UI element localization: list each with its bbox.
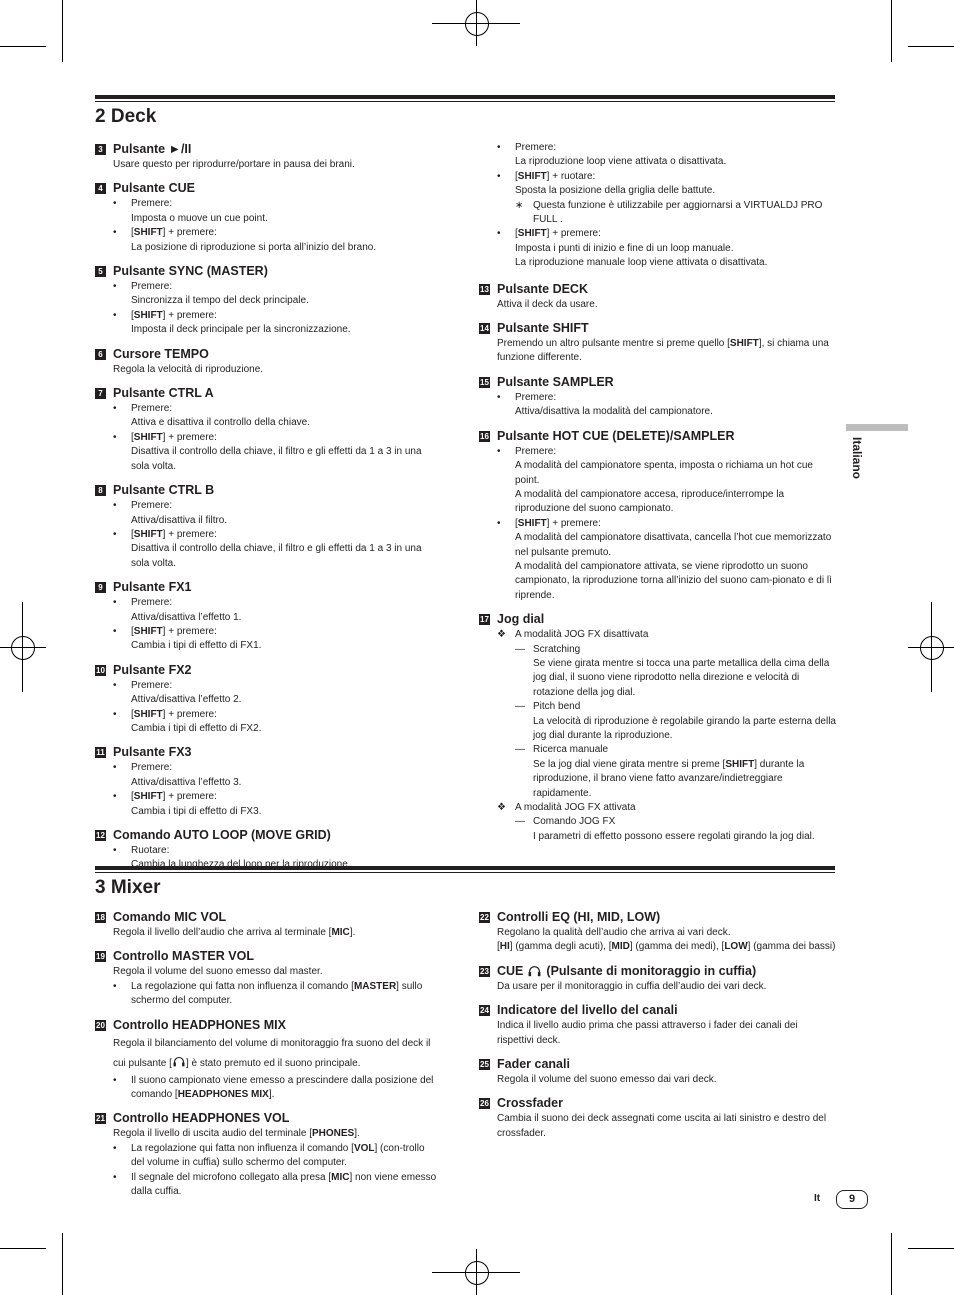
item-number: 22 xyxy=(480,913,489,922)
section-rule xyxy=(95,101,835,102)
sub-text: Attiva/disattiva il filtro. xyxy=(131,514,228,526)
dash-icon: — xyxy=(515,816,525,828)
bullet-text: Premere: xyxy=(131,679,173,691)
sub-text: Attiva/disattiva la modalità del campionatore. xyxy=(515,406,713,418)
sub-text: A modalità del campionatore spenta, imposta o richiama un hot cue point. xyxy=(515,460,813,486)
sub-text: A modalità del campionatore accesa, riproduce/interrompe la riproduzione del suono campionato. xyxy=(515,488,785,515)
item-18 xyxy=(95,909,440,940)
item-14 xyxy=(479,320,836,366)
bullet-text: [SHIFT] + premere: xyxy=(515,228,601,240)
sub-text: Sincronizza il tempo del deck principale. xyxy=(131,295,309,307)
bullet-icon: • xyxy=(113,1074,117,1086)
section-rule xyxy=(95,872,835,873)
mode-text: A modalità JOG FX disattivata xyxy=(515,629,649,641)
item-desc: Cambia il suono dei deck assegnati come uscita ai lati sinistro e destro del crossfader. xyxy=(497,1113,827,1139)
item-24 xyxy=(479,1002,836,1048)
dash-icon: — xyxy=(515,643,525,655)
item-number: 9 xyxy=(95,582,106,593)
crop-mark xyxy=(0,46,46,47)
diamond-bullet-icon: ❖ xyxy=(497,802,506,814)
page-language: It xyxy=(814,1193,821,1204)
dash-text: Scratching xyxy=(533,643,581,655)
item-3 xyxy=(95,141,440,172)
bullet-text: Premere: xyxy=(131,281,173,293)
crop-mark xyxy=(62,1233,63,1295)
crop-mark xyxy=(62,0,63,62)
item-number: 4 xyxy=(95,183,106,194)
item-number: 23 xyxy=(480,966,489,976)
item-number: 15 xyxy=(480,377,489,387)
registration-line xyxy=(432,23,520,24)
bullet-text: Il suono campionato viene emesso a prescindere dalla posizione del comando [HEADPHONES MIX]. xyxy=(131,1074,434,1101)
item-title: Indicatore del livello del canali xyxy=(497,1003,678,1018)
sub-text: Cambia i tipi di effetto di FX1. xyxy=(131,640,262,652)
bullet-text: [SHIFT] + premere: xyxy=(131,309,217,321)
registration-line xyxy=(432,1272,520,1273)
item-title: Pulsante CUE xyxy=(113,181,195,196)
item-22 xyxy=(479,909,836,955)
sub-text: Sposta la posizione della griglia delle battute. xyxy=(515,185,716,197)
item-number: 19 xyxy=(96,952,105,962)
item-19 xyxy=(95,948,440,1008)
item-20 xyxy=(95,1017,440,1103)
dash-desc: Se la jog dial viene girata mentre si preme [SHIFT] durante la riproduzione, il brano viene fatto avanzare/indietreggiare rapidamente. xyxy=(533,758,805,799)
item-title: Crossfader xyxy=(497,1096,563,1111)
bullet-text: Il segnale del microfono collegato alla presa [MIC] non viene emesso dalla cuffia. xyxy=(131,1171,437,1198)
sub-text: Imposta i punti di inizio e fine di un loop manuale. xyxy=(515,242,734,254)
bullet-icon: • xyxy=(113,309,117,321)
bullet-icon: • xyxy=(113,791,117,803)
sub-text: La riproduzione loop viene attivata o disattivata. xyxy=(515,156,727,168)
item-title: Pulsante FX2 xyxy=(113,662,192,677)
item-4 xyxy=(95,180,440,255)
item-6 xyxy=(95,346,440,377)
deck-left-column xyxy=(95,141,440,881)
bullet-icon: • xyxy=(497,445,501,457)
item-number: 20 xyxy=(96,1020,105,1030)
item-26 xyxy=(479,1095,836,1141)
item-title: Pulsante SHIFT xyxy=(497,321,589,336)
item-title: Controlli EQ (HI, MID, LOW) xyxy=(497,910,661,924)
sub-text: Disattiva il controllo della chiave, il filtro e gli effetti da 1 a 3 in una sola volta. xyxy=(131,446,422,472)
item-title: Pulsante SYNC (MASTER) xyxy=(113,264,268,279)
item-desc: Regolano la qualità dell’audio che arriva ai vari deck. xyxy=(497,927,731,938)
deck-right-column xyxy=(479,141,836,852)
bullet-icon: • xyxy=(113,708,117,720)
bullet-text: [SHIFT] + ruotare: xyxy=(515,170,596,182)
bullet-text: [SHIFT] + premere: xyxy=(515,517,601,529)
item-desc: [HI] (gamma degli acuti), [MID] (gamma dei medi), [LOW] (gamma dei bassi) xyxy=(497,941,836,953)
item-12-continued xyxy=(479,141,836,271)
item-10 xyxy=(95,662,440,737)
sub-text: Cambia la lunghezza del loop per la riproduzione. xyxy=(131,859,351,871)
mixer-right-column xyxy=(479,909,836,1149)
sub-text: Attiva/disattiva l’effetto 1. xyxy=(131,611,242,623)
sub-text: La riproduzione manuale loop viene attivata o disattivata. xyxy=(515,257,768,269)
crop-mark xyxy=(908,46,954,47)
item-title: Controllo MASTER VOL xyxy=(113,949,254,964)
item-desc: Da usare per il monitoraggio in cuffia dell’audio dei vari deck. xyxy=(497,980,767,992)
bullet-icon: • xyxy=(113,762,117,774)
item-number: 18 xyxy=(96,913,105,922)
crop-mark xyxy=(891,0,892,62)
item-15 xyxy=(479,374,836,420)
bullet-text: Premere: xyxy=(515,142,557,153)
item-title: Pulsante ►/II xyxy=(113,142,192,156)
dash-text: Pitch bend xyxy=(533,701,581,713)
sub-text: A modalità del campionatore attivata, se viene riprodotto un suono campionato, la riproduzione torna all’inizio del suono cam-pionato e di lì riprende. xyxy=(515,560,832,601)
language-tab-label: Italiano xyxy=(850,437,864,480)
bullet-icon: • xyxy=(113,845,117,856)
item-desc: Attiva il deck da usare. xyxy=(497,298,598,310)
headphones-icon xyxy=(173,1056,185,1067)
bullet-icon: • xyxy=(113,980,117,992)
dash-icon: — xyxy=(515,701,525,713)
item-5 xyxy=(95,263,440,338)
item-17 xyxy=(479,611,836,844)
sub-text: Attiva e disattiva il controllo della chiave. xyxy=(131,417,310,429)
crop-mark xyxy=(0,1248,46,1249)
bullet-text: La regolazione qui fatta non influenza il comando [VOL] (con-trollo del volume in cuffia) sullo schermo del computer. xyxy=(131,1142,425,1169)
item-number: 10 xyxy=(96,665,105,675)
bullet-icon: • xyxy=(113,500,117,512)
mode-text: A modalità JOG FX attivata xyxy=(515,802,636,814)
item-25 xyxy=(479,1056,836,1087)
bullet-icon: • xyxy=(497,517,501,529)
item-number: 7 xyxy=(95,388,106,399)
dash-desc: Se viene girata mentre si tocca una parte metallica della cima della jog dial, il suono viene riprodotto nella direzione e velocità di rotazione della jog dial. xyxy=(533,657,830,698)
item-number: 8 xyxy=(95,485,106,496)
note-text: Questa funzione è utilizzabile per aggiornarsi a VIRTUALDJ PRO FULL . xyxy=(533,199,823,226)
section-title-deck: 2 Deck xyxy=(95,106,157,127)
item-title: Pulsante CTRL A xyxy=(113,386,214,401)
bullet-text: [SHIFT] + premere: xyxy=(131,227,217,239)
item-desc: Regola il bilanciamento del volume di monitoraggio fra suono del deck il cui pulsante [ ] è stato premuto ed il suono principale. xyxy=(113,1037,431,1069)
item-title: CUE xyxy=(497,963,524,978)
bullet-icon: • xyxy=(113,679,117,691)
item-number: 3 xyxy=(95,144,106,155)
item-title: Controllo HEADPHONES MIX xyxy=(113,1017,286,1032)
registration-mark-icon xyxy=(465,1261,489,1285)
bullet-text: [SHIFT] + premere: xyxy=(131,431,217,443)
bullet-icon: • xyxy=(113,198,117,210)
asterisk-icon: ∗ xyxy=(515,199,524,211)
item-number: 26 xyxy=(480,1099,489,1109)
dash-desc: La velocità di riproduzione è regolabile girando la parte esterna della jog dial durante la riproduzione. xyxy=(533,715,836,741)
item-number: 12 xyxy=(96,831,105,840)
item-number: 13 xyxy=(480,284,489,294)
item-number: 16 xyxy=(480,431,489,441)
item-16 xyxy=(479,428,836,603)
bullet-icon: • xyxy=(497,228,501,240)
registration-mark-icon xyxy=(920,636,944,660)
headphones-icon xyxy=(528,965,541,977)
sub-text: Cambia i tipi di effetto di FX2. xyxy=(131,722,262,734)
bullet-icon: • xyxy=(113,528,117,540)
bullet-icon: • xyxy=(113,403,117,415)
item-title: Pulsante DECK xyxy=(497,281,588,296)
bullet-icon: • xyxy=(113,597,117,609)
dash-icon: — xyxy=(515,744,525,756)
sub-text: Imposta o muove un cue point. xyxy=(131,212,268,224)
sub-text: Attiva/disattiva l’effetto 2. xyxy=(131,694,242,706)
item-desc: Regola la velocità di riproduzione. xyxy=(113,363,264,375)
item-11 xyxy=(95,744,440,819)
dash-text: Comando JOG FX xyxy=(533,816,616,828)
item-number: 14 xyxy=(480,324,489,334)
item-number: 5 xyxy=(95,266,106,277)
bullet-icon: • xyxy=(497,170,501,182)
item-title: Pulsante CTRL B xyxy=(113,483,215,498)
crop-mark xyxy=(891,1233,892,1295)
item-23 xyxy=(479,963,836,994)
item-21 xyxy=(95,1110,440,1199)
bullet-text: Premere: xyxy=(131,500,173,512)
bullet-icon: • xyxy=(113,1142,117,1154)
section-rule xyxy=(95,866,835,870)
item-number: 25 xyxy=(480,1060,489,1070)
page-number: 9 xyxy=(836,1190,868,1209)
item-desc: Usare questo per riprodurre/portare in pausa dei brani. xyxy=(113,159,355,170)
bullet-icon: • xyxy=(113,431,117,443)
sub-text: A modalità del campionatore disattivata, cancella l’hot cue memorizzato nel pulsante premuto. xyxy=(515,532,832,558)
sub-text: Attiva/disattiva l’effetto 3. xyxy=(131,776,242,788)
item-desc: Regola il volume del suono emesso dai vari deck. xyxy=(497,1074,717,1086)
registration-mark-icon xyxy=(11,636,35,660)
bullet-text: Premere: xyxy=(131,198,173,210)
registration-mark-icon xyxy=(465,12,489,36)
item-9 xyxy=(95,579,440,654)
language-tab xyxy=(850,437,864,487)
item-desc: Regola il livello dell’audio che arriva al terminale [MIC]. xyxy=(113,927,356,938)
bullet-text: [SHIFT] + premere: xyxy=(131,625,217,637)
bullet-icon: • xyxy=(113,625,117,637)
bullet-icon: • xyxy=(497,142,501,153)
item-title: Fader canali xyxy=(497,1057,570,1072)
item-7 xyxy=(95,385,440,474)
bullet-icon: • xyxy=(497,391,501,403)
item-title: (Pulsante di monitoraggio in cuffia) xyxy=(546,963,757,978)
item-title: Pulsante FX1 xyxy=(113,580,192,595)
bullet-text: [SHIFT] + premere: xyxy=(131,791,217,803)
item-title: Controllo HEADPHONES VOL xyxy=(113,1111,290,1126)
bullet-text: La regolazione qui fatta non influenza il comando [MASTER] sullo schermo del computer. xyxy=(131,980,423,1007)
bullet-text: [SHIFT] + premere: xyxy=(131,528,217,540)
bullet-text: [SHIFT] + premere: xyxy=(131,708,217,720)
dash-desc: I parametri di effetto possono essere regolati girando la jog dial. xyxy=(533,830,815,842)
bullet-text: Premere: xyxy=(131,597,173,609)
item-number: 24 xyxy=(480,1006,489,1016)
crop-mark xyxy=(908,1248,954,1249)
bullet-text: Ruotare: xyxy=(131,845,170,856)
item-number: 17 xyxy=(480,615,489,625)
item-number: 21 xyxy=(96,1114,105,1124)
registration-line xyxy=(908,647,954,648)
item-number: 6 xyxy=(95,349,106,360)
sub-text: Disattiva il controllo della chiave, il filtro e gli effetti da 1 a 3 in una sola volta. xyxy=(131,543,422,569)
item-desc: Regola il livello di uscita audio del terminale [PHONES]. xyxy=(113,1128,360,1140)
item-title: Comando MIC VOL xyxy=(113,910,227,924)
dash-text: Ricerca manuale xyxy=(533,744,609,756)
item-title: Comando AUTO LOOP (MOVE GRID) xyxy=(113,828,331,842)
sub-text: Cambia i tipi di effetto di FX3. xyxy=(131,805,262,817)
item-title: Pulsante SAMPLER xyxy=(497,374,614,389)
item-title: Cursore TEMPO xyxy=(113,346,209,361)
item-desc: Regola il volume del suono emesso dal master. xyxy=(113,966,323,978)
item-desc: Indica il livello audio prima che passi attraverso i fader dei canali dei rispettivi deck. xyxy=(497,1020,798,1046)
item-title: Jog dial xyxy=(497,612,545,627)
diamond-bullet-icon: ❖ xyxy=(497,629,506,641)
item-desc: Premendo un altro pulsante mentre si preme quello [SHIFT], si chiama una funzione differente. xyxy=(497,338,829,364)
item-8 xyxy=(95,482,440,571)
bullet-icon: • xyxy=(113,281,117,293)
section-rule xyxy=(95,95,835,99)
bullet-text: Premere: xyxy=(515,445,557,457)
item-title: Pulsante HOT CUE (DELETE)/SAMPLER xyxy=(497,428,735,443)
item-13 xyxy=(479,281,836,312)
mixer-left-column xyxy=(95,909,440,1207)
registration-line xyxy=(0,647,46,648)
item-title: Pulsante FX3 xyxy=(113,745,192,760)
language-tab-bar xyxy=(846,424,908,431)
section-title-mixer: 3 Mixer xyxy=(95,877,161,898)
sub-text: La posizione di riproduzione si porta all’inizio del brano. xyxy=(131,241,377,253)
sub-text: Imposta il deck principale per la sincronizzazione. xyxy=(131,324,351,336)
bullet-icon: • xyxy=(113,227,117,239)
bullet-icon: • xyxy=(113,1171,117,1183)
bullet-text: Premere: xyxy=(515,391,557,403)
item-number: 11 xyxy=(96,748,105,758)
bullet-text: Premere: xyxy=(131,403,173,415)
bullet-text: Premere: xyxy=(131,762,173,774)
